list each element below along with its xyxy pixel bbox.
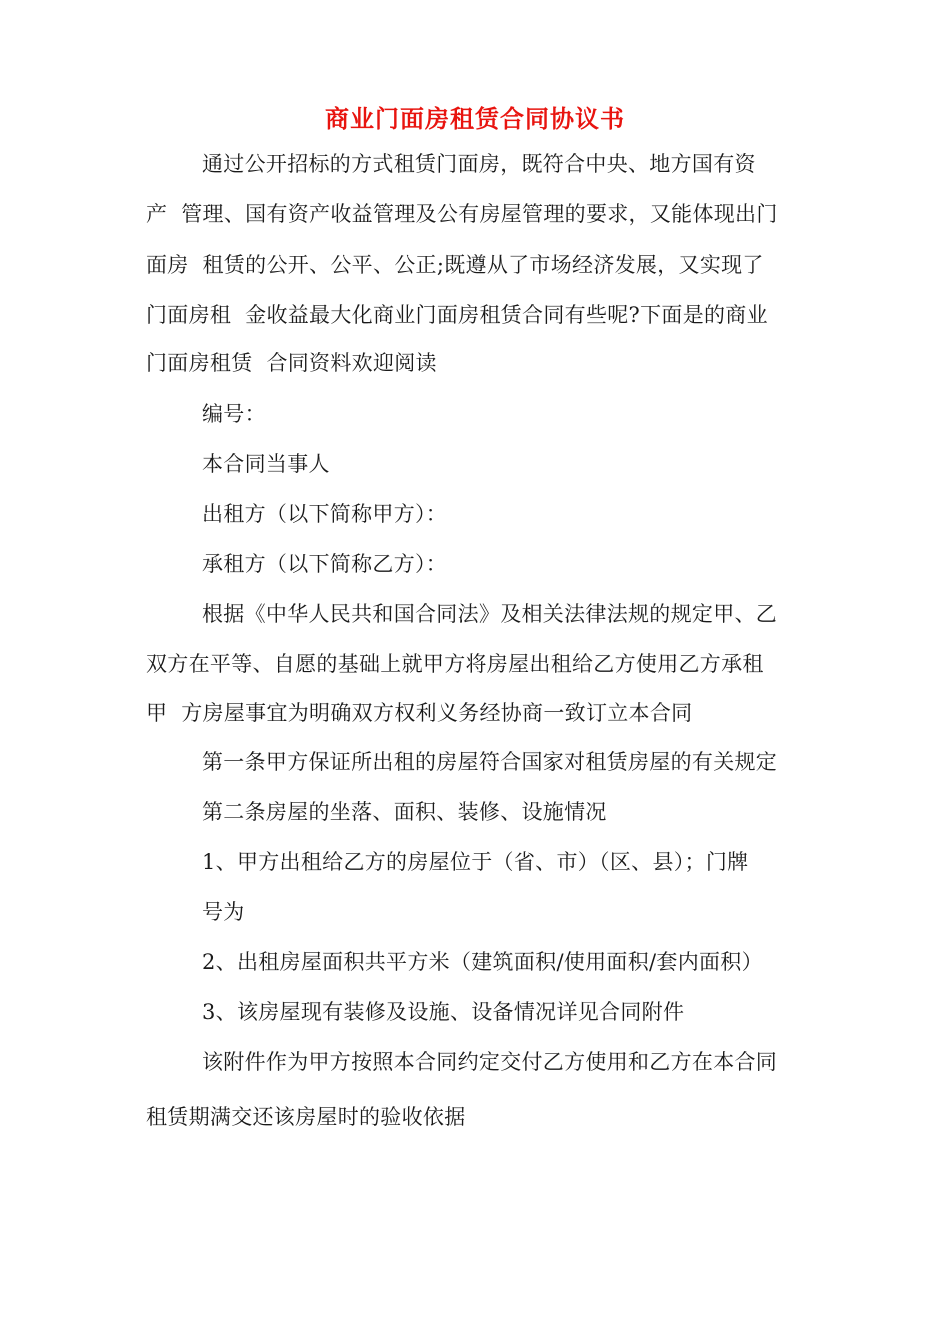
clause-2-2: 2、出租房屋面积共平方米（建筑面积/使用面积/套内面积） bbox=[202, 950, 763, 974]
preamble-line-1: 根据《中华人民共和国合同法》及相关法律法规的规定甲、乙 bbox=[202, 602, 778, 626]
intro-line-1: 通过公开招标的方式租赁门面房，既符合中央、地方国有资 bbox=[202, 152, 756, 176]
parties-heading: 本合同当事人 bbox=[202, 452, 330, 476]
lessee-label: 承租方（以下简称乙方）： bbox=[202, 552, 448, 576]
lessor-label: 出租方（以下简称甲方）： bbox=[202, 502, 448, 526]
article-1: 第一条甲方保证所出租的房屋符合国家对租赁房屋的有关规定 bbox=[202, 750, 778, 774]
preamble-line-2: 双方在平等、自愿的基础上就甲方将房屋出租给乙方使用乙方承租 bbox=[146, 652, 764, 676]
intro-line-2: 产 管理、国有资产收益管理及公有房屋管理的要求，又能体现出门 bbox=[146, 202, 778, 226]
document-title: 商业门面房租赁合同协议书 bbox=[325, 104, 625, 133]
clause-2-1-line-1: 1、甲方出租给乙方的房屋位于（省、市）（区、县）；门牌 bbox=[202, 850, 749, 874]
intro-line-5: 门面房租赁 合同资料欢迎阅读 bbox=[146, 351, 437, 375]
intro-line-4: 门面房租 金收益最大化商业门面房租赁合同有些呢?下面是的商业 bbox=[146, 303, 768, 327]
clause-2-1-line-2: 号为 bbox=[202, 900, 245, 924]
clause-2-3: 3、该房屋现有装修及设施、设备情况详见合同附件 bbox=[202, 1000, 685, 1024]
annex-line-2: 租赁期满交还该房屋时的验收依据 bbox=[146, 1105, 466, 1129]
annex-line-1: 该附件作为甲方按照本合同约定交付乙方使用和乙方在本合同 bbox=[202, 1050, 778, 1074]
contract-number-label: 编号： bbox=[202, 402, 266, 426]
intro-line-3: 面房 租赁的公开、公平、公正;既遵从了市场经济发展，又实现了 bbox=[146, 253, 764, 277]
article-2: 第二条房屋的坐落、面积、装修、设施情况 bbox=[202, 800, 607, 824]
preamble-line-3: 甲 方房屋事宜为明确双方权利义务经协商一致订立本合同 bbox=[146, 701, 693, 725]
